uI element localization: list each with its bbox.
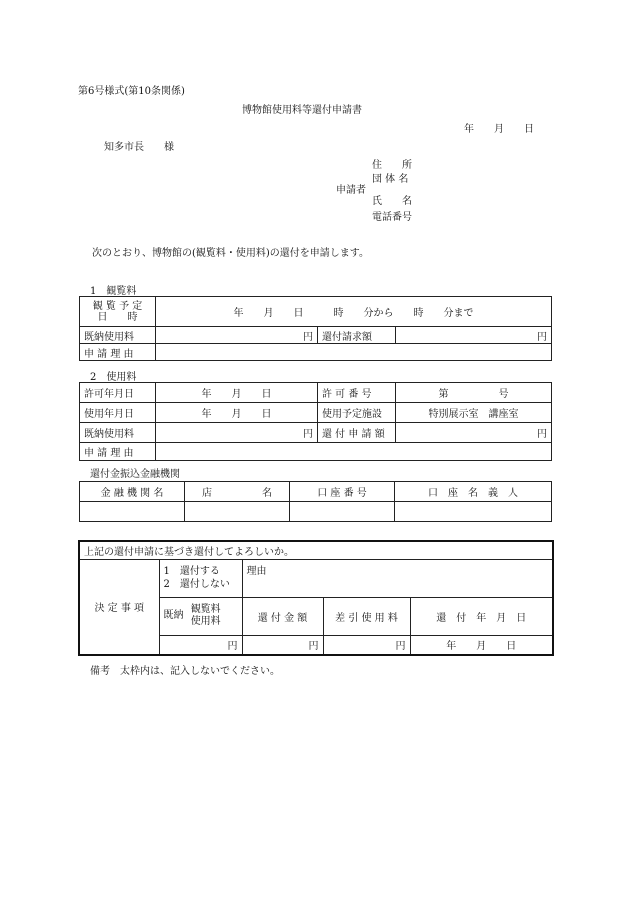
schedule-label-1: 観 覧 予 定 <box>92 300 143 312</box>
form-number: 第6号様式(第10条関係) <box>78 86 185 97</box>
decision-statement: 上記の還付申請に基づき還付してよろしいか。 <box>79 541 553 559</box>
applicant-phone-label: 電話番号 <box>372 212 412 223</box>
applicant-name-label: 氏 名 <box>372 196 412 207</box>
usage-paid-yen: 円 <box>156 423 318 443</box>
usage-request-yen: 円 <box>396 423 552 443</box>
permit-number-label: 許 可 番 号 <box>318 383 396 403</box>
decision-deduct-fee-header: 差 引 使 用 料 <box>323 597 410 635</box>
decision-refund-yen: 円 <box>242 635 323 655</box>
use-date-value: 年 月 日 <box>156 403 318 423</box>
facility-value: 特別展示室 講座室 <box>396 403 552 423</box>
schedule-value: 年 月 日 時 分から 時 分まで <box>156 297 552 327</box>
admission-paid-label: 既納使用料 <box>80 327 156 344</box>
option-approve[interactable]: 1 還付する <box>163 566 220 577</box>
permit-number-value: 第 号 <box>396 383 552 403</box>
decision-refund-amount-header: 還 付 金 額 <box>242 597 323 635</box>
decision-paid-header <box>159 597 242 635</box>
decision-label: 決 定 事 項 <box>79 559 159 655</box>
admission-claim-label: 還付請求額 <box>318 327 396 344</box>
bank-header-branch: 店 名 <box>185 482 290 502</box>
bank-header-account-number: 口 座 番 号 <box>290 482 395 502</box>
usage-reason-field[interactable] <box>156 443 552 461</box>
bank-branch-field[interactable] <box>185 502 290 522</box>
usage-table <box>79 382 552 461</box>
permit-date-label: 許可年月日 <box>80 383 156 403</box>
applicant-organization-label: 団 体 名 <box>372 174 409 185</box>
admission-reason-field[interactable] <box>156 344 552 361</box>
usage-paid-label: 既納使用料 <box>80 423 156 443</box>
decision-paid-yen: 円 <box>159 635 242 655</box>
permit-date-value: 年 月 日 <box>156 383 318 403</box>
decision-deduct-yen: 円 <box>323 635 410 655</box>
usage-reason-label: 申 請 理 由 <box>80 443 156 461</box>
bank-header-account-holder: 口 座 名 義 人 <box>395 482 552 502</box>
decision-table <box>78 540 554 656</box>
decision-paid-types <box>191 604 221 628</box>
applicant-label: 申請者 <box>336 185 366 196</box>
schedule-label-cell <box>80 297 156 327</box>
bank-heading: 還付金振込金融機関 <box>90 469 180 480</box>
remarks: 備考 太枠内は、記入しないでください。 <box>90 666 280 677</box>
admission-table <box>79 296 552 361</box>
bank-account-holder-field[interactable] <box>395 502 552 522</box>
facility-label: 使用予定施設 <box>318 403 396 423</box>
decision-paid-admission: 観覧料 <box>190 604 221 615</box>
section2-heading: 2 使用料 <box>90 372 137 383</box>
use-date-label: 使用年月日 <box>80 403 156 423</box>
option-reject[interactable]: 2 還付しない <box>163 579 230 590</box>
addressee: 知多市長 様 <box>104 142 174 153</box>
decision-refund-date-value: 年 月 日 <box>410 635 553 655</box>
admission-paid-yen: 円 <box>156 327 318 344</box>
bank-account-number-field[interactable] <box>290 502 395 522</box>
applicant-address-label: 住 所 <box>372 160 412 171</box>
admission-claim-yen: 円 <box>396 327 552 344</box>
decision-reason: 理由 <box>242 559 553 597</box>
decision-paid-usage: 使用料 <box>190 616 221 627</box>
bank-institution-field[interactable] <box>80 502 185 522</box>
schedule-label-2: 日 時 <box>97 311 138 323</box>
bank-table <box>79 481 552 522</box>
decision-options <box>159 559 242 597</box>
intro-text: 次のとおり、博物館の(観覧料・使用料)の還付を申請します。 <box>92 248 370 259</box>
decision-paid-prefix: 既納 <box>163 610 184 621</box>
usage-request-label: 還 付 申 請 額 <box>318 423 396 443</box>
date-line: 年 月 日 <box>464 124 534 135</box>
bank-header-institution: 金 融 機 関 名 <box>80 482 185 502</box>
admission-reason-label: 申 請 理 由 <box>80 344 156 361</box>
form-title: 博物館使用料等還付申請書 <box>242 105 362 116</box>
decision-refund-date-header: 還 付 年 月 日 <box>410 597 553 635</box>
section1-heading: 1 観覧料 <box>90 286 137 297</box>
